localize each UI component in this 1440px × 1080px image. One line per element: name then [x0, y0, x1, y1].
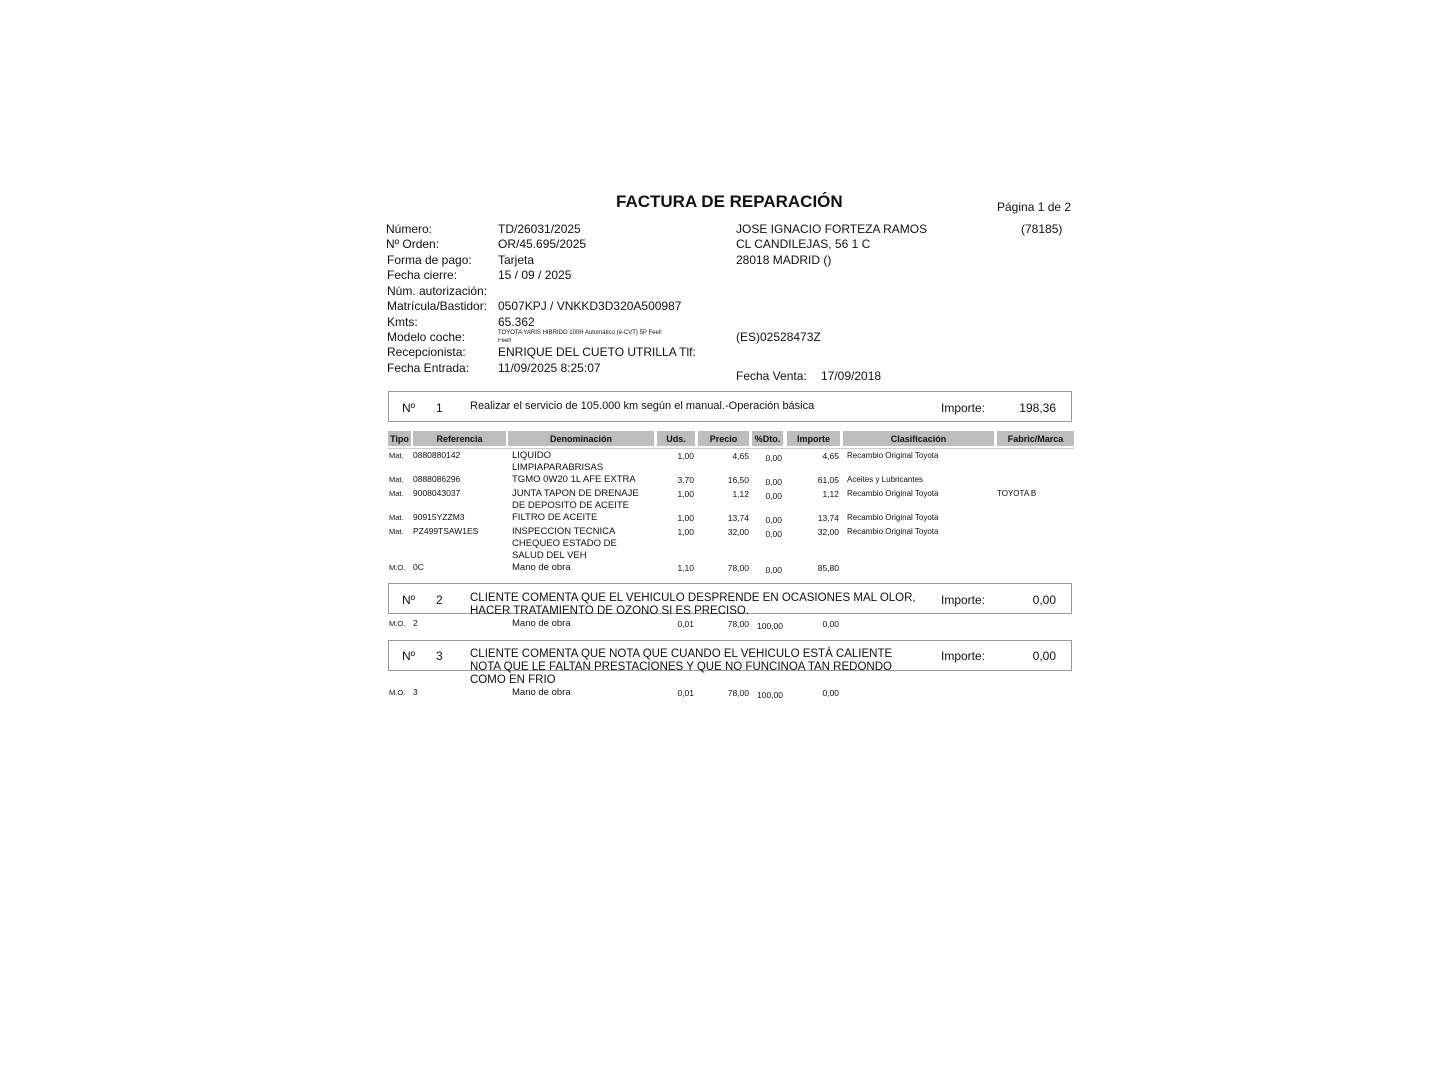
op2-description: CLIENTE COMENTA QUE EL VEHICULO DESPRENDE EN OCASIONES MAL OLOR, — [470, 592, 916, 604]
op1-importe-value: 198,36 — [1019, 401, 1056, 415]
customer-code: (78185) — [1021, 222, 1063, 236]
header-divider — [388, 448, 1074, 449]
row-dto: 0,00 — [765, 515, 782, 525]
label-numero: Número: — [386, 222, 433, 236]
op3-importe-label: Importe: — [941, 649, 986, 663]
row-tipo: Mat. — [389, 513, 404, 522]
row-denominacion: JUNTA TAPON DE DRENAJE — [512, 488, 639, 499]
op2-number: 2 — [436, 593, 443, 607]
row-marca: TOYOTA B — [997, 489, 1037, 498]
label-fecha-cierre: Fecha cierre: — [387, 268, 458, 282]
value-recepcionista: ENRIQUE DEL CUETO UTRILLA Tlf: — [498, 345, 696, 359]
row-referencia: 90915YZZM3 — [413, 512, 465, 522]
row-tipo: M.O. — [389, 688, 406, 697]
op2-no-label: Nº — [402, 593, 416, 607]
col-precio: Precio — [698, 431, 749, 446]
fecha-venta-label: Fecha Venta: — [736, 369, 807, 383]
row-clasificacion: Recambio Original Toyota — [847, 527, 939, 536]
value-modelo-line1: TOYOTA YARIS HIBRIDO 100H Automático (e-CVT) 5P Feel! — [498, 330, 662, 336]
row-tipo: M.O. — [389, 563, 406, 572]
row-denominacion: TGMO 0W20 1L AFE EXTRA — [512, 474, 636, 485]
op3-description-cont: NOTA QUE LE FALTAN PRESTACIONES Y QUE NO FUNCINOA TAN REDONDO — [470, 661, 892, 673]
row-dto: 100,00 — [757, 621, 783, 631]
row-tipo: M.O. — [389, 619, 406, 628]
value-matricula: 0507KPJ / VNKKD3D320A500987 — [498, 299, 682, 313]
op2-importe-value: 0,00 — [1032, 593, 1056, 607]
row-referencia: 9008043037 — [413, 488, 461, 498]
label-matricula: Matrícula/Bastidor: — [387, 299, 488, 313]
row-denominacion-cont: DE DEPOSITO DE ACEITE — [512, 500, 630, 511]
row-referencia: 3 — [413, 687, 418, 697]
row-uds: 1,00 — [677, 451, 694, 461]
row-denominacion: LIQUIDO — [512, 450, 552, 461]
op2-description-cont: HACER TRATAMIENTO DE OZONO SI ES PRECISO. — [470, 605, 750, 617]
row-referencia: 2 — [413, 618, 418, 628]
op1-no-label: Nº — [402, 401, 416, 415]
label-recepcionista: Recepcionista: — [387, 345, 466, 359]
label-fecha-entrada: Fecha Entrada: — [387, 361, 470, 375]
customer-nif: (ES)02528473Z — [736, 330, 821, 344]
row-dto: 0,00 — [765, 477, 782, 487]
row-dto: 100,00 — [757, 690, 783, 700]
op3-importe-value: 0,00 — [1032, 649, 1056, 663]
row-importe: 13,74 — [817, 513, 839, 523]
row-importe: 1,12 — [822, 489, 839, 499]
op1-number: 1 — [436, 401, 443, 415]
value-kmts: 65.362 — [498, 315, 535, 329]
row-precio: 1,12 — [732, 489, 749, 499]
label-orden: Nº Orden: — [386, 237, 440, 251]
col-uds: Uds. — [657, 431, 695, 446]
row-denominacion-cont: SALUD DEL VEH — [512, 550, 587, 561]
row-importe: 85,80 — [817, 563, 839, 573]
op3-description: CLIENTE COMENTA QUE NOTA QUE CUANDO EL VEHICULO ESTÁ CALIENTE — [470, 648, 893, 660]
op1-importe-label: Importe: — [941, 401, 986, 415]
row-uds: 1,10 — [677, 563, 694, 573]
row-precio: 4,65 — [732, 451, 749, 461]
value-forma-pago: Tarjeta — [498, 253, 535, 267]
row-tipo: Mat. — [389, 451, 404, 460]
op3-no-label: Nº — [402, 649, 416, 663]
value-fecha-cierre: 15 / 09 / 2025 — [498, 268, 572, 282]
row-tipo: Mat. — [389, 489, 404, 498]
row-clasificacion: Aceites y Lubricantes — [847, 475, 924, 484]
row-uds: 1,00 — [677, 513, 694, 523]
row-precio: 13,74 — [727, 513, 749, 523]
row-precio: 32,00 — [727, 527, 749, 537]
row-importe: 0,00 — [822, 619, 839, 629]
row-denominacion: Mano de obra — [512, 562, 571, 573]
col-clasificacion: Clasificación — [843, 431, 994, 446]
row-denominacion-cont: CHEQUEO ESTADO DE — [512, 538, 617, 549]
row-precio: 78,00 — [727, 619, 749, 629]
label-modelo: Modelo coche: — [387, 330, 466, 344]
row-precio: 16,50 — [727, 475, 749, 485]
row-denominacion: Mano de obra — [512, 618, 571, 629]
row-importe: 32,00 — [817, 527, 839, 537]
value-numero: TD/26031/2025 — [498, 222, 581, 236]
op2-importe-label: Importe: — [941, 593, 986, 607]
page-indicator: Página 1 de 2 — [997, 200, 1072, 214]
row-clasificacion: Recambio Original Toyota — [847, 451, 939, 460]
col-importe: Importe — [787, 431, 840, 446]
row-uds: 1,00 — [677, 489, 694, 499]
row-denominacion: INSPECCION TECNICA — [512, 526, 616, 537]
row-importe: 4,65 — [822, 451, 839, 461]
label-kmts: Kmts: — [387, 315, 418, 329]
label-forma-pago: Forma de pago: — [387, 253, 472, 267]
row-denominacion: FILTRO DE ACEITE — [512, 512, 598, 523]
document-title: FACTURA DE REPARACIÓN — [616, 192, 843, 211]
value-fecha-entrada: 11/09/2025 8:25:07 — [498, 361, 601, 375]
label-autorizacion: Núm. autorización: — [387, 284, 488, 298]
op3-number: 3 — [436, 649, 443, 663]
op3-description-cont: COMO EN FRIO — [470, 674, 556, 686]
op1-description: Realizar el servicio de 105.000 km según el manual.-Operación básica — [470, 400, 815, 412]
row-referencia: PZ499TSAW1ES — [413, 526, 479, 536]
row-precio: 78,00 — [727, 563, 749, 573]
row-uds: 1,00 — [677, 527, 694, 537]
row-clasificacion: Recambio Original Toyota — [847, 513, 939, 522]
value-modelo-line2: Feel! — [498, 338, 512, 343]
row-referencia: 0880880142 — [413, 450, 461, 460]
row-precio: 78,00 — [727, 688, 749, 698]
row-uds: 3,70 — [677, 475, 694, 485]
customer-name: JOSE IGNACIO FORTEZA RAMOS — [736, 222, 928, 236]
row-denominacion-cont: LIMPIAPARABRISAS — [512, 462, 604, 473]
value-orden: OR/45.695/2025 — [498, 237, 587, 251]
col-dto: %Dto. — [752, 431, 783, 446]
row-referencia: 0888086296 — [413, 474, 461, 484]
customer-address1: CL CANDILEJAS, 56 1 C — [736, 237, 871, 251]
row-dto: 0,00 — [765, 491, 782, 501]
row-importe: 0,00 — [822, 688, 839, 698]
row-referencia: 0C — [413, 562, 424, 572]
row-uds: 0,01 — [677, 619, 694, 629]
col-denominacion: Denominación — [508, 431, 654, 446]
row-dto: 0,00 — [765, 453, 782, 463]
row-dto: 0,00 — [765, 529, 782, 539]
row-denominacion: Mano de obra — [512, 687, 571, 698]
col-fabric-marca: Fabric/Marca — [997, 431, 1074, 446]
col-referencia: Referencia — [413, 431, 506, 446]
fecha-venta-value: 17/09/2018 — [821, 369, 882, 383]
customer-address2: 28018 MADRID () — [736, 253, 832, 267]
row-uds: 0,01 — [677, 688, 694, 698]
row-clasificacion: Recambio Original Toyota — [847, 489, 939, 498]
row-tipo: Mat. — [389, 527, 404, 536]
col-tipo: Tipo — [388, 431, 411, 446]
row-tipo: Mat. — [389, 475, 404, 484]
row-dto: 0,00 — [765, 565, 782, 575]
row-importe: 61,05 — [817, 475, 839, 485]
